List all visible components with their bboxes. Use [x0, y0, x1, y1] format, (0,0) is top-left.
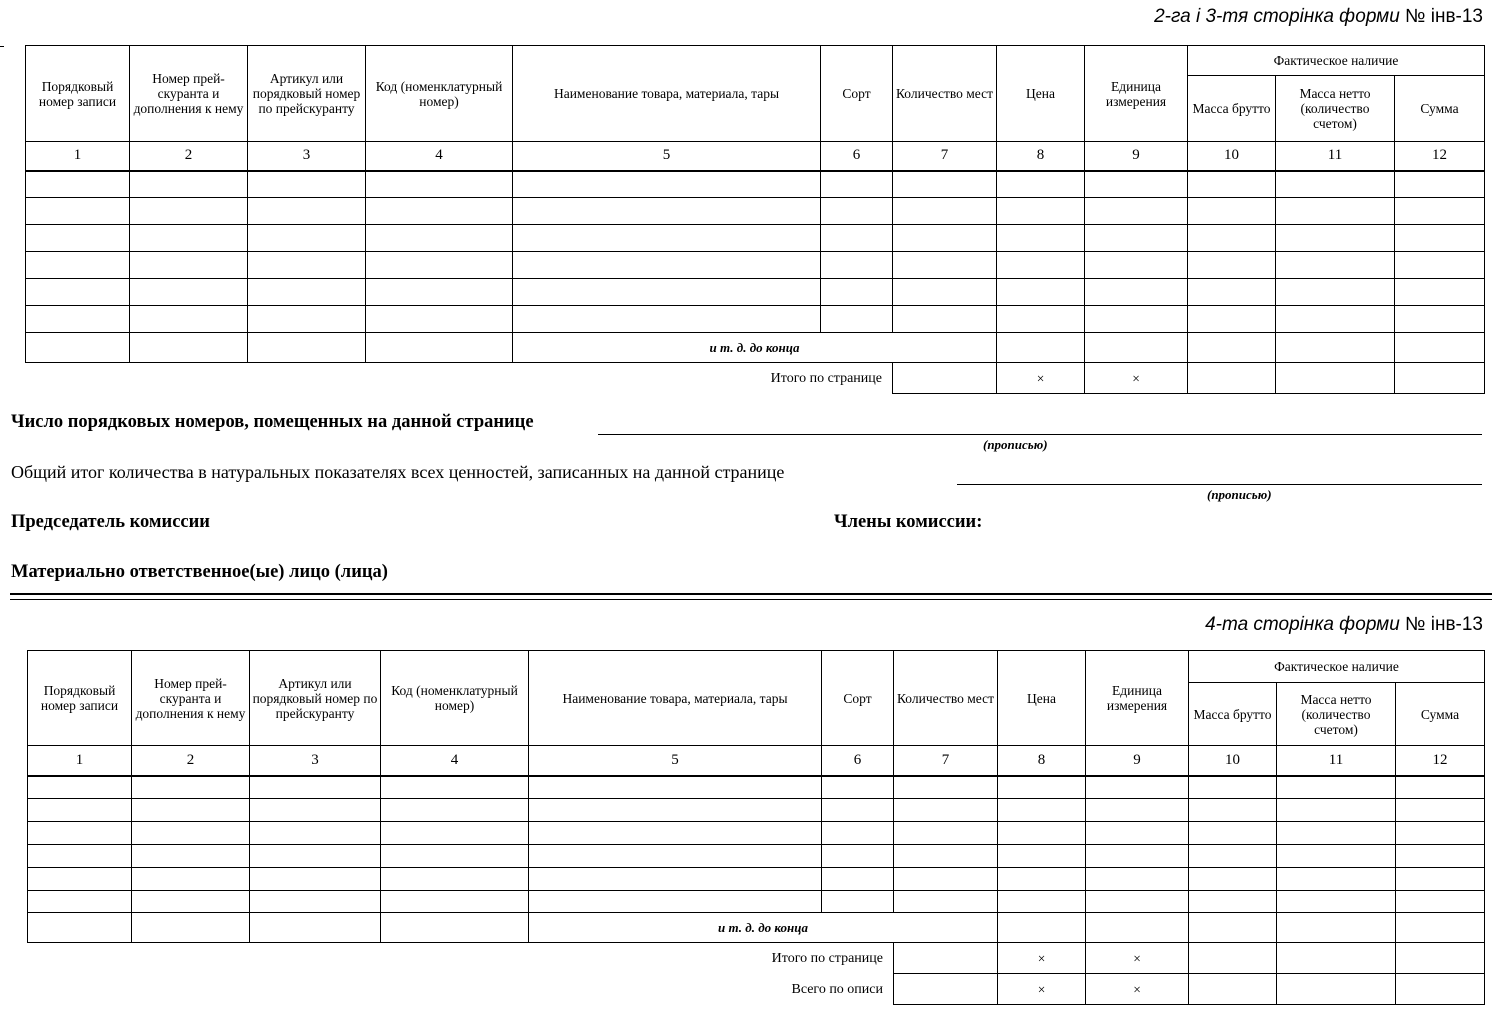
col-number: 1	[26, 142, 130, 171]
col-number: 9	[1086, 746, 1189, 776]
column-numbers-row	[28, 746, 1485, 776]
header-grade: Сорт	[821, 46, 893, 142]
form-title-page-2-3	[1154, 6, 1483, 28]
total-sum-cell[interactable]	[1395, 363, 1485, 394]
total-label: Итого по странице	[770, 370, 882, 386]
header-article: Артикул или порядковый номер по прейскуранту	[248, 46, 366, 142]
col-number: 11	[1277, 746, 1396, 776]
header-sum: Сумма	[1395, 76, 1485, 142]
col-number: 2	[130, 142, 248, 171]
table-row[interactable]	[26, 306, 1485, 333]
col-number: 4	[381, 746, 529, 776]
header-pricelist-number: Номер прей-скуранта и дополнения к нему	[130, 46, 248, 142]
col-number: 9	[1085, 142, 1188, 171]
total-gross-cell[interactable]	[1189, 943, 1277, 974]
col-number: 4	[366, 142, 513, 171]
table-row[interactable]	[26, 225, 1485, 252]
table-row[interactable]	[28, 845, 1485, 868]
grand-total-hint: (прописью)	[1207, 487, 1272, 502]
inventory-table-1	[25, 45, 1485, 394]
total-places-cell[interactable]	[894, 943, 998, 974]
cross-mark: ×	[998, 974, 1086, 1005]
members-label: Члены комиссии:	[834, 512, 983, 532]
header-price: Цена	[998, 651, 1086, 746]
table-row[interactable]	[28, 776, 1485, 799]
col-number: 3	[248, 142, 366, 171]
header-grade: Сорт	[822, 651, 894, 746]
col-number: 3	[250, 746, 381, 776]
header-price: Цена	[997, 46, 1085, 142]
header-net-weight: Масса нетто (количество счетом)	[1277, 683, 1396, 746]
table-row[interactable]	[26, 252, 1485, 279]
header-actual-presence: Фактическое наличие	[1188, 46, 1485, 76]
total-net-cell[interactable]	[1277, 943, 1396, 974]
etc-row	[28, 913, 1485, 943]
cross-mark: ×	[1086, 943, 1189, 974]
col-number: 11	[1276, 142, 1395, 171]
total-row	[28, 943, 1485, 974]
total-sum-cell[interactable]	[1396, 943, 1485, 974]
form-title-page-4	[1205, 614, 1483, 636]
table-row[interactable]	[28, 822, 1485, 845]
col-number: 10	[1188, 142, 1276, 171]
chairman-label: Председатель комиссии	[11, 512, 210, 532]
responsible-label: Материально ответственное(ые) лицо (лица)	[11, 562, 388, 582]
col-number: 6	[821, 142, 893, 171]
form-number: № інв-13	[1405, 614, 1483, 635]
grand-total-input-line[interactable]	[957, 484, 1482, 485]
etc-label: и т. д. до конца	[529, 913, 998, 943]
table-row[interactable]	[28, 868, 1485, 891]
grand-sum-cell[interactable]	[1396, 974, 1485, 1005]
header-net-weight: Масса нетто (количество счетом)	[1276, 76, 1395, 142]
total-row	[26, 363, 1485, 394]
col-number: 8	[997, 142, 1085, 171]
table-row[interactable]	[26, 171, 1485, 198]
section-divider	[10, 599, 1492, 600]
total-gross-cell[interactable]	[1188, 363, 1276, 394]
cross-mark: ×	[997, 363, 1085, 394]
count-input-line[interactable]	[598, 434, 1482, 435]
header-unit: Единица измерения	[1086, 651, 1189, 746]
column-numbers-row	[26, 142, 1485, 171]
header-item-name: Наименование товара, материала, тары	[529, 651, 822, 746]
col-number: 7	[894, 746, 998, 776]
table-row[interactable]	[28, 799, 1485, 822]
count-hint: (прописью)	[983, 437, 1048, 452]
header-record-number: Порядковый номер записи	[26, 46, 130, 142]
header-unit: Единица измерения	[1085, 46, 1188, 142]
header-places-count: Количество мест	[894, 651, 998, 746]
margin-tick	[0, 46, 4, 47]
header-gross-weight: Масса брутто	[1188, 76, 1276, 142]
table-row[interactable]	[26, 279, 1485, 306]
col-number: 12	[1395, 142, 1485, 171]
header-code: Код (номенклатурный номер)	[366, 46, 513, 142]
header-record-number: Порядковый номер записи	[28, 651, 132, 746]
total-places-cell[interactable]	[893, 363, 997, 394]
col-number: 2	[132, 746, 250, 776]
header-code: Код (номенклатурный номер)	[381, 651, 529, 746]
col-number: 5	[513, 142, 821, 171]
cross-mark: ×	[998, 943, 1086, 974]
section-divider	[10, 593, 1492, 595]
header-pricelist-number: Номер прей-скуранта и дополнения к нему	[132, 651, 250, 746]
inventory-table-2	[27, 650, 1485, 1005]
col-number: 6	[822, 746, 894, 776]
form-title-text: 4-та сторінка форми	[1205, 614, 1400, 635]
col-number: 12	[1396, 746, 1485, 776]
etc-row	[26, 333, 1485, 363]
etc-label: и т. д. до конца	[513, 333, 997, 363]
grand-places-cell[interactable]	[894, 974, 998, 1005]
form-number: № інв-13	[1405, 6, 1483, 27]
col-number: 7	[893, 142, 997, 171]
col-number: 5	[529, 746, 822, 776]
table-row[interactable]	[26, 198, 1485, 225]
header-sum: Сумма	[1396, 683, 1485, 746]
col-number: 8	[998, 746, 1086, 776]
header-places-count: Количество мест	[893, 46, 997, 142]
cross-mark: ×	[1086, 974, 1189, 1005]
col-number: 1	[28, 746, 132, 776]
total-label: Итого по странице	[771, 950, 883, 966]
table-row[interactable]	[28, 891, 1485, 913]
form-title-text: 2-га і 3-тя сторінка форми	[1154, 6, 1400, 27]
grand-total-label: Общий итог количества в натуральных показателях всех ценностей, записанных на данной странице	[11, 462, 785, 482]
col-number: 10	[1189, 746, 1277, 776]
header-item-name: Наименование товара, материала, тары	[513, 46, 821, 142]
grand-total-row-label: Всего по описи	[791, 981, 883, 997]
header-actual-presence: Фактическое наличие	[1189, 651, 1485, 683]
header-article: Артикул или порядковый номер по прейскуранту	[250, 651, 381, 746]
count-label: Число порядковых номеров, помещенных на данной странице	[11, 412, 534, 432]
grand-gross-cell[interactable]	[1189, 974, 1277, 1005]
cross-mark: ×	[1085, 363, 1188, 394]
total-net-cell[interactable]	[1276, 363, 1395, 394]
grand-net-cell[interactable]	[1277, 974, 1396, 1005]
grand-total-row	[28, 974, 1485, 1005]
header-gross-weight: Масса брутто	[1189, 683, 1277, 746]
